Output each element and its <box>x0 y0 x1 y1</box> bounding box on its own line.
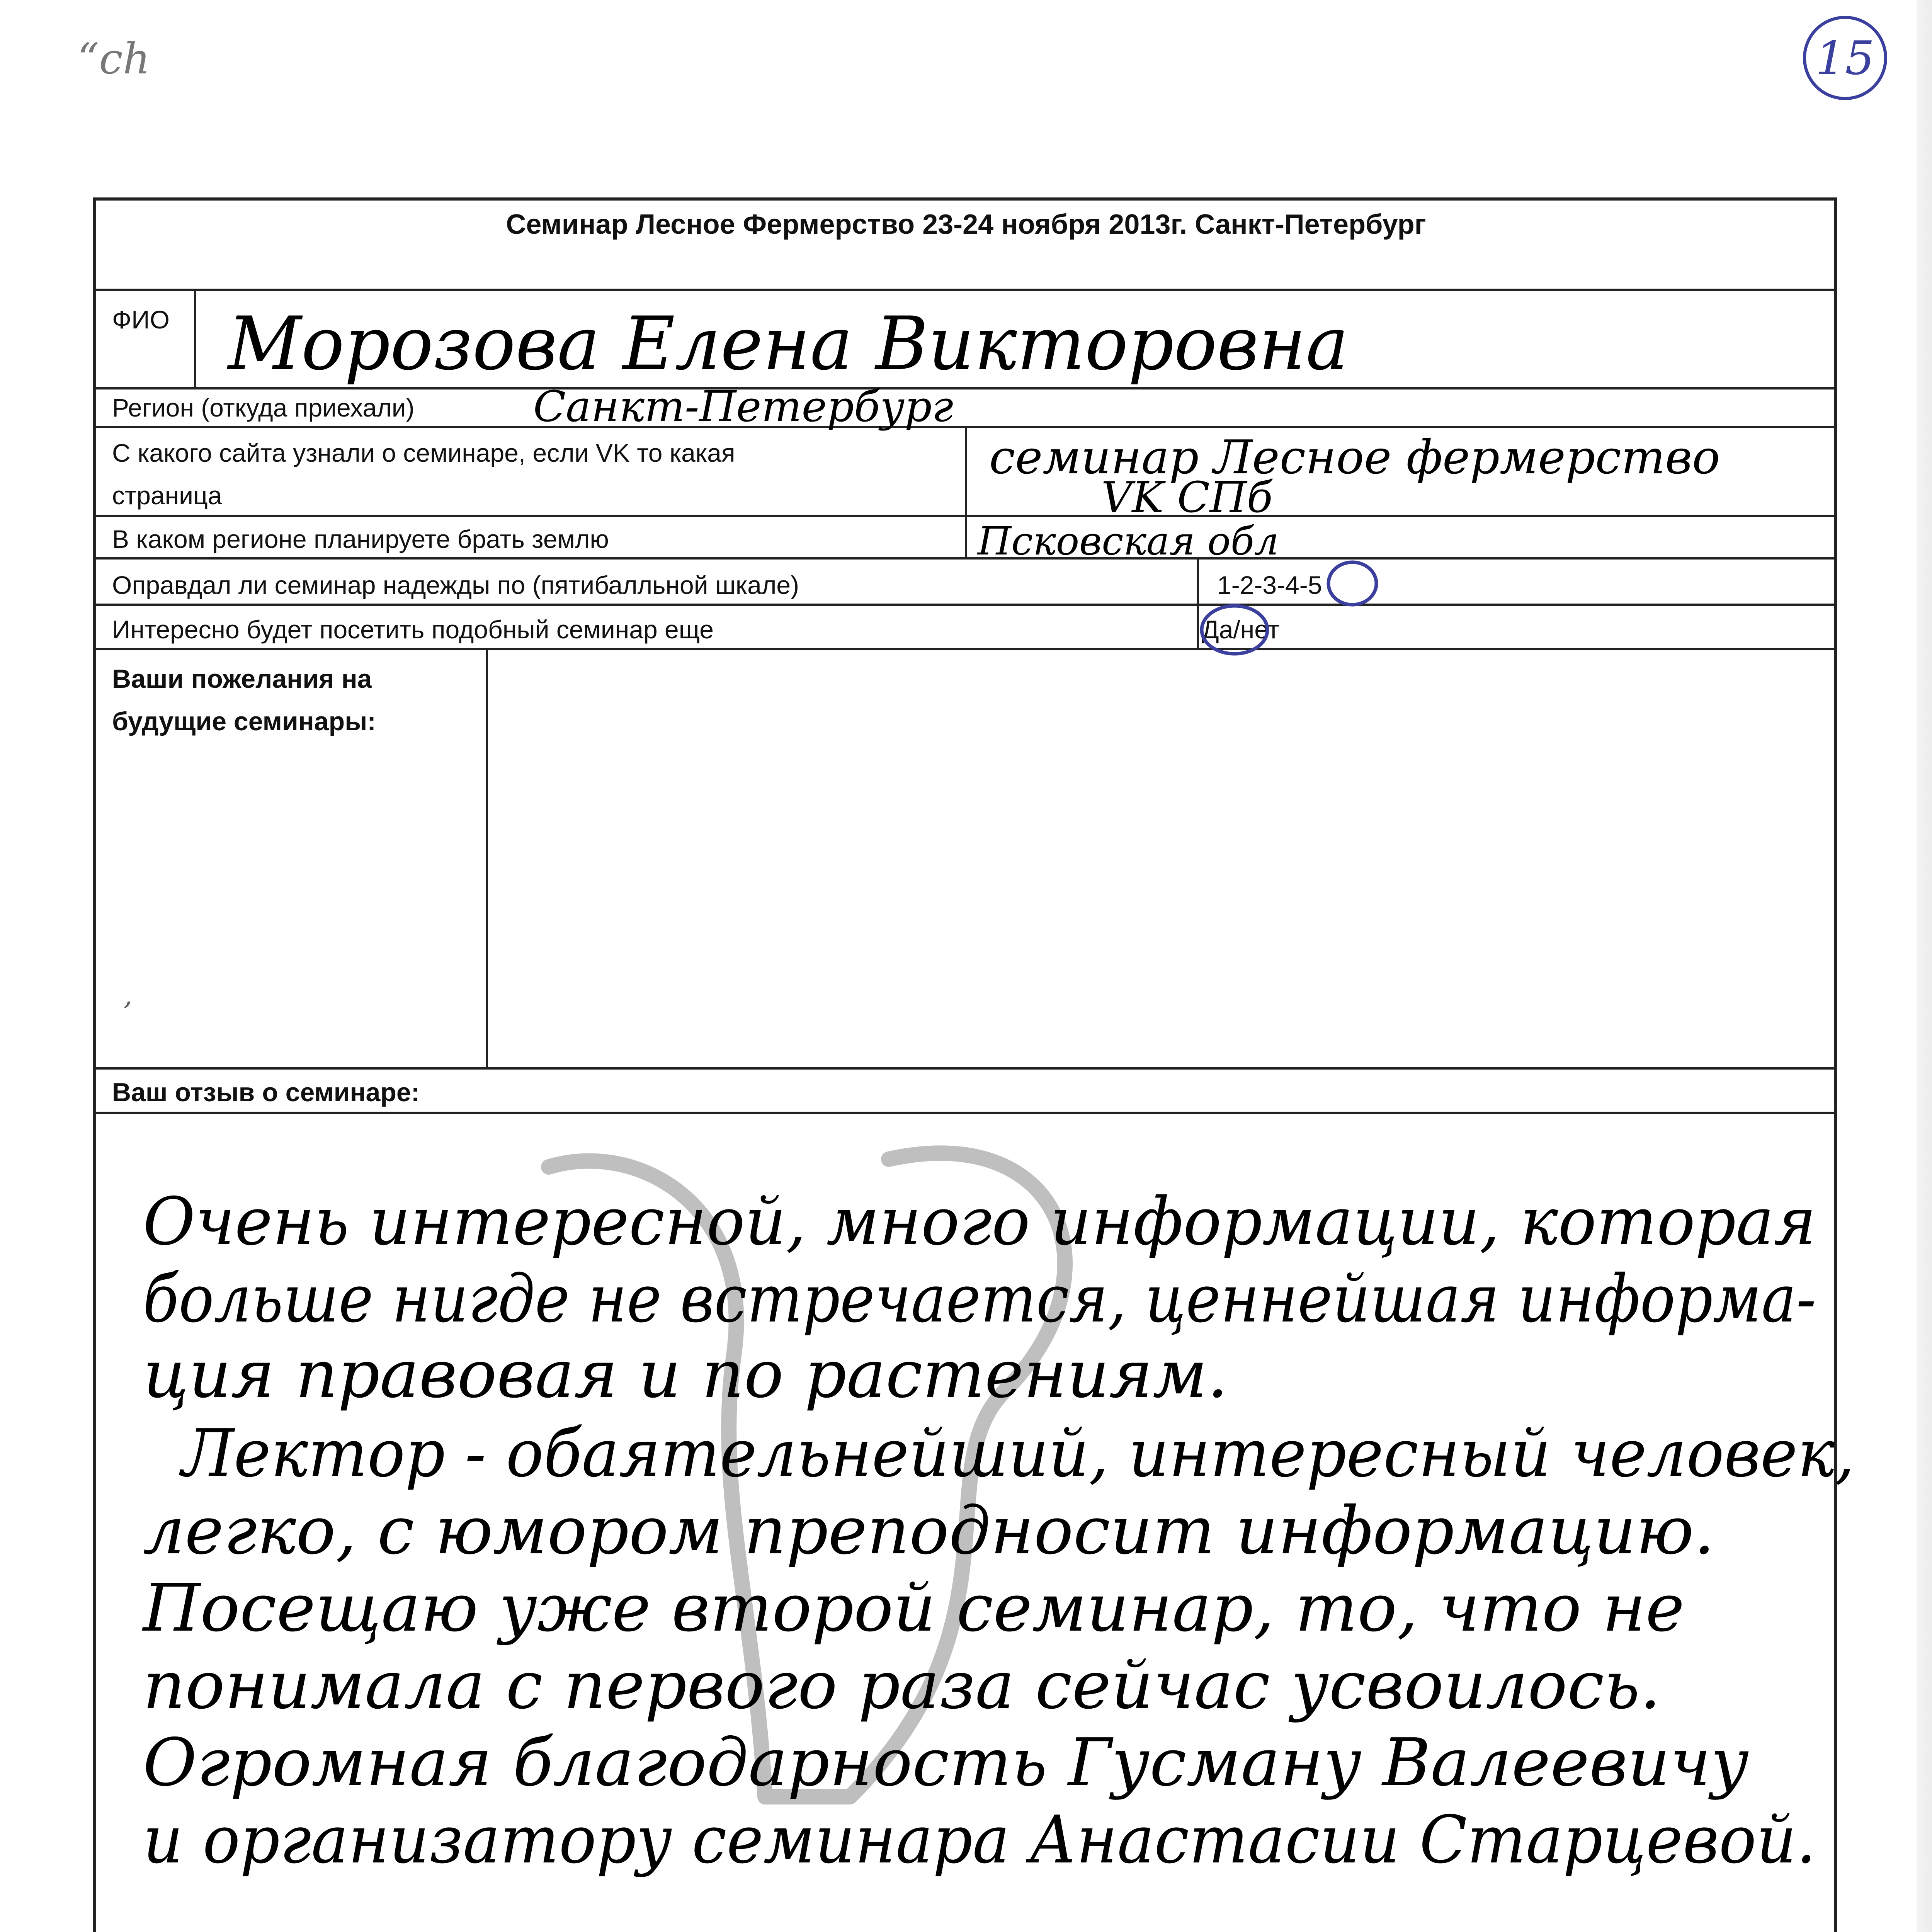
source-label-line1: С какого сайта узнали о семинаре, если VK то какая <box>112 439 735 467</box>
answer-source-line2: VK СПб <box>1101 473 1273 522</box>
answer-name: Морозова Елена Викторовна <box>227 301 1349 386</box>
wishes-label-line1: Ваши пожелания на <box>112 664 372 694</box>
answer-source-line1: семинар Лесное фермерство <box>989 431 1720 485</box>
stray-mark: , <box>124 980 133 1011</box>
land-region-label: В каком регионе планируете брать землю <box>112 525 609 553</box>
revisit-label: Интересно будет посетить подобный семинар еще <box>112 615 714 644</box>
review-line: понимала с первого раза сейчас усвоилось. <box>143 1647 1661 1724</box>
review-line: ция правовая и по растениям. <box>143 1336 1228 1413</box>
review-line: легко, с юмором преподносит информацию. <box>143 1493 1715 1569</box>
review-line: больше нигде не встречается, ценнейшая информа- <box>143 1261 1816 1337</box>
name-label: ФИО <box>112 305 170 334</box>
review-line: Посещаю уже второй семинар, то, что не <box>143 1570 1685 1646</box>
review-line: Очень интересной, много информации, которая <box>143 1184 1816 1260</box>
expectations-label: Оправдал ли семинар надежды по (пятибалльной шкале) <box>112 571 799 599</box>
answer-region: Санкт-Петербург <box>533 382 954 431</box>
source-label-line2: страница <box>112 481 222 510</box>
expectations-circle <box>1328 562 1376 605</box>
review-text <box>142 1184 1855 1878</box>
top-pencil-mark: “сh <box>77 34 150 83</box>
review-line: и организатору семинара Анастасии Старцевой. <box>143 1802 1816 1878</box>
revisit-selected: Да <box>1449 639 1450 640</box>
review-line: Лектор - обаятельнейший, интересный человек, <box>179 1415 1855 1492</box>
answer-land-region: Псковская обл <box>978 519 1279 564</box>
wishes-label-line2: будущие семинары: <box>112 707 376 736</box>
revisit-options: Да/нет <box>1202 615 1279 644</box>
review-line: Огромная благодарность Гусману Валеевичу <box>143 1725 1749 1801</box>
form-title: Семинар Лесное Фермерство 23-24 ноября 2013г. Санкт-Петербург <box>506 209 1426 240</box>
page-number: 15 <box>1815 32 1875 85</box>
region-label: Регион (откуда приехали) <box>112 393 415 422</box>
review-label: Ваш отзыв о семинаре: <box>112 1078 420 1107</box>
expectations-scale: 1-2-3-4-5 <box>1217 571 1322 599</box>
